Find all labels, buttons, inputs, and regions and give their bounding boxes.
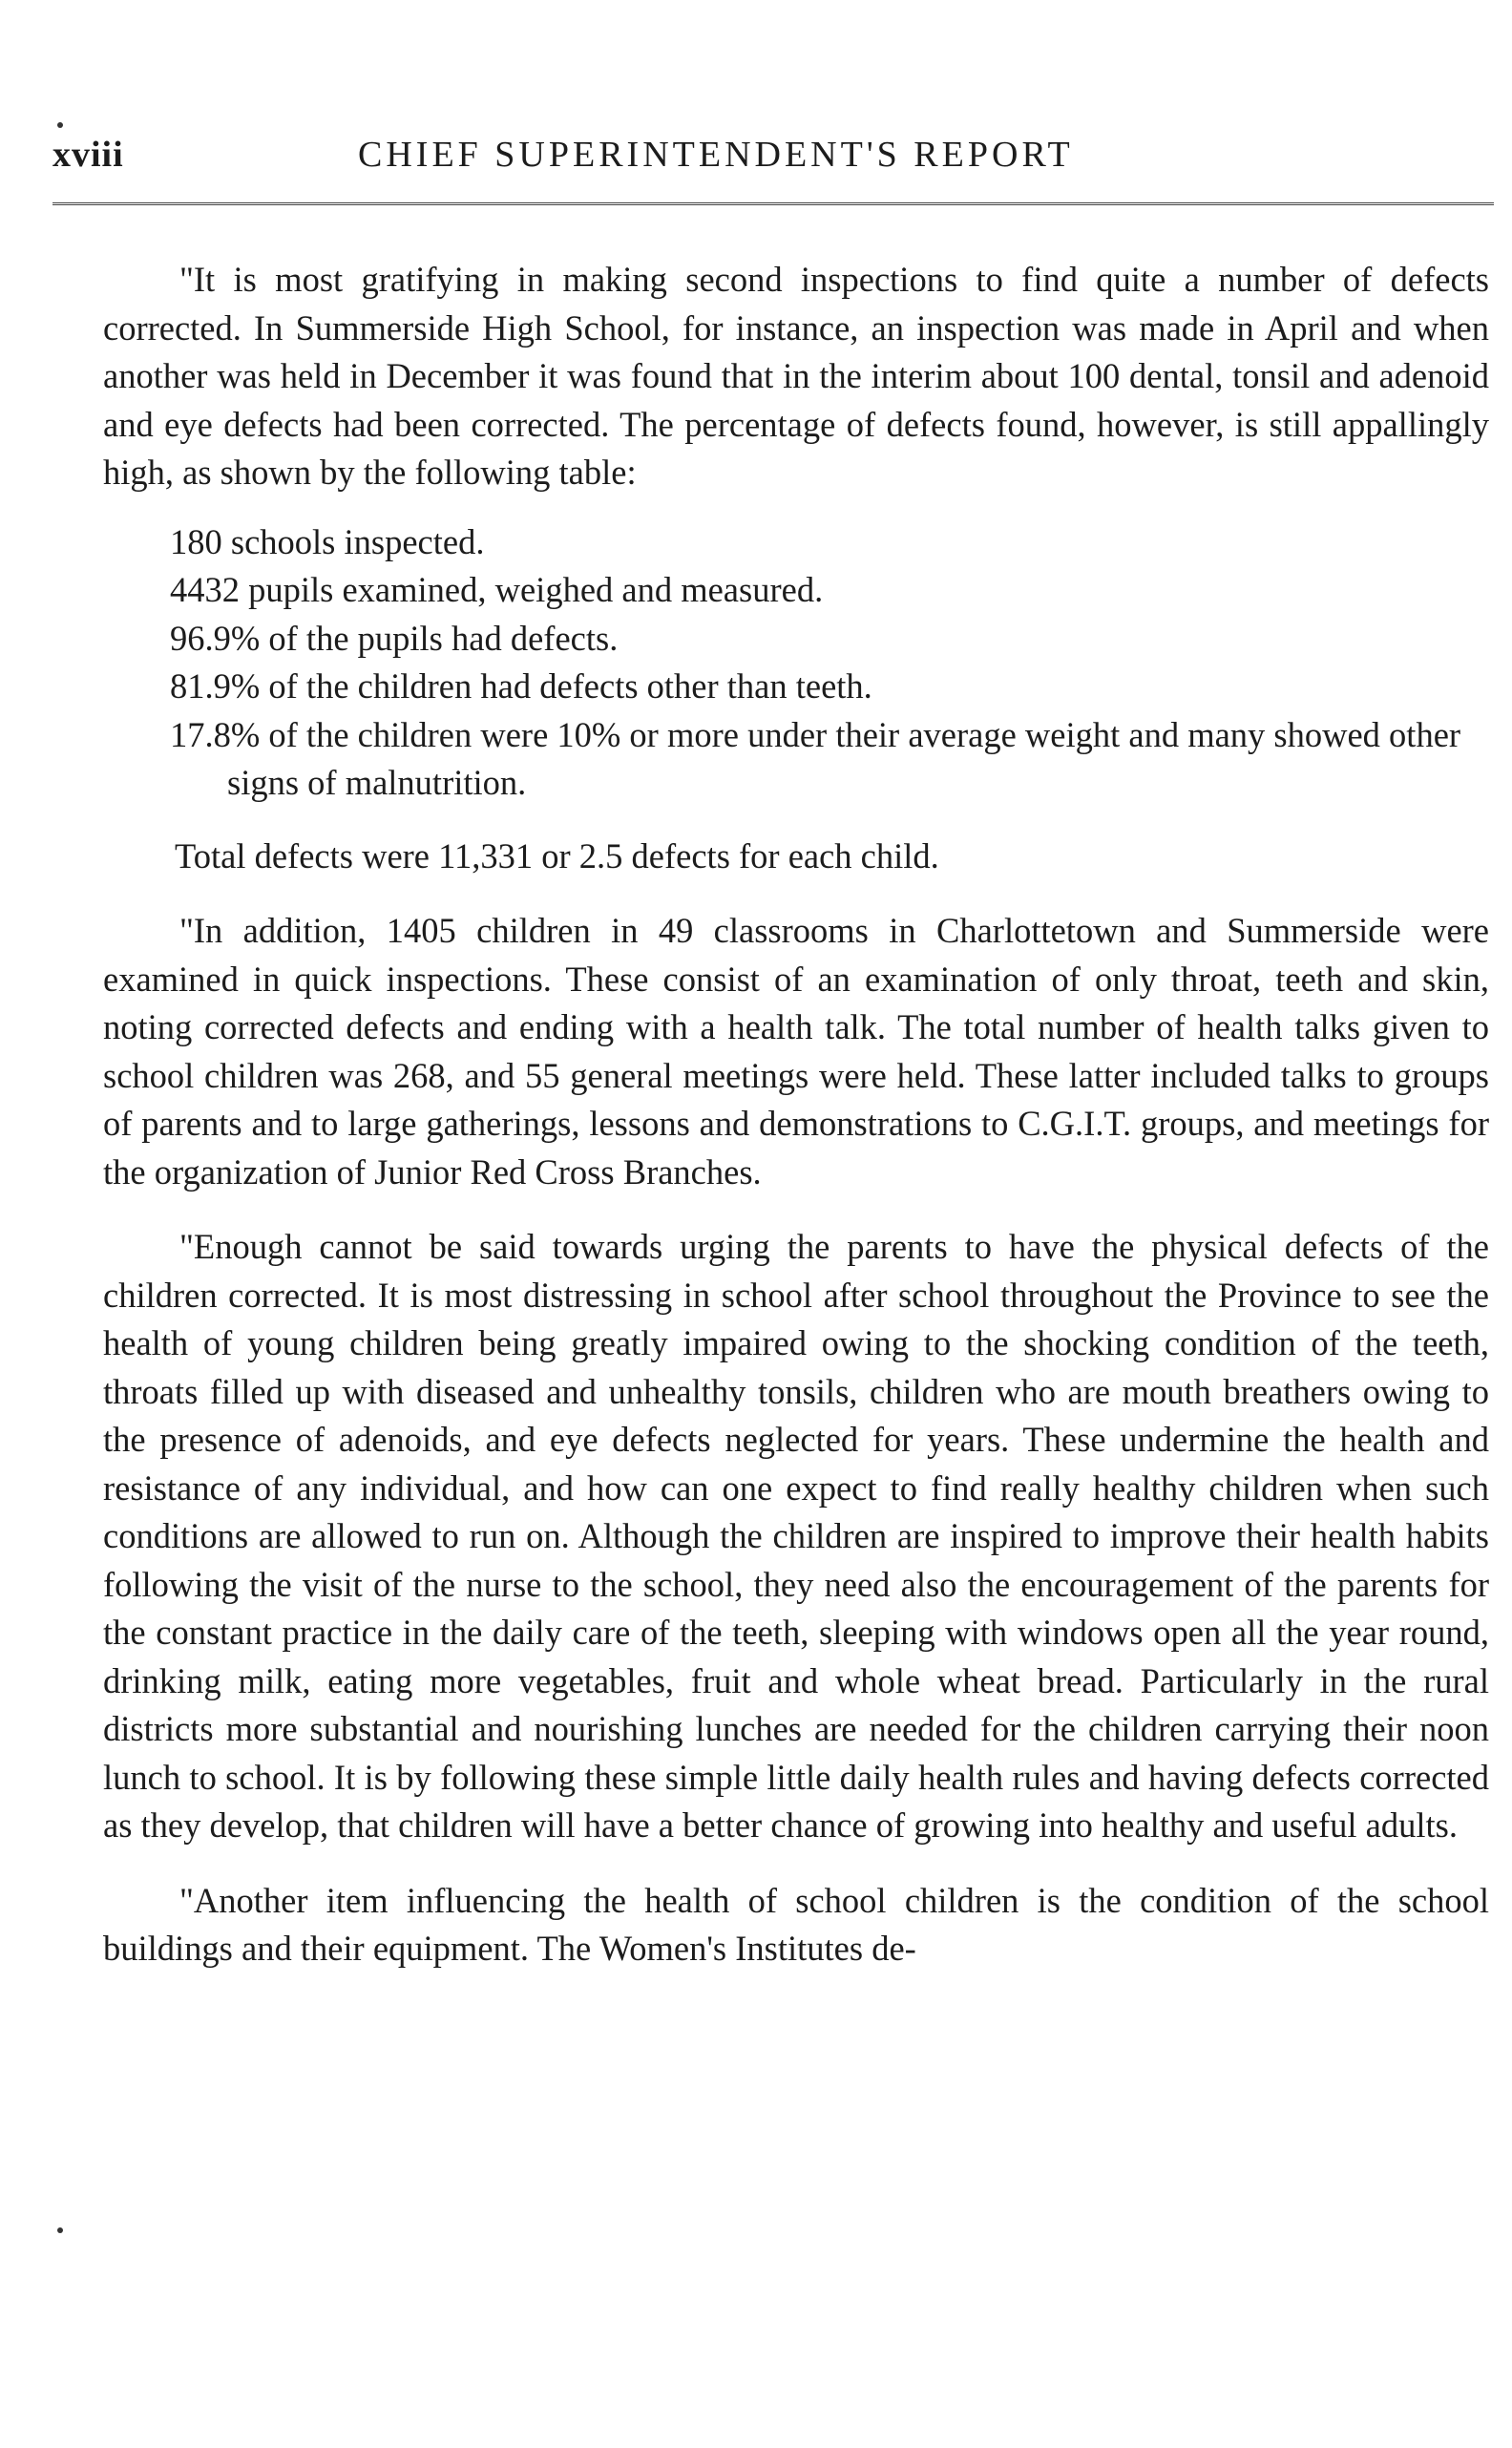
- page-number: xviii: [52, 135, 124, 175]
- paragraph-intro: "It is most gratifying in making second inspections to find quite a number of defects corrected. In Summerside High School, for instance, an inspection was made in April and when another was held in December it was found that in the interim about 100 dental, tonsil and adenoid and eye defects had been corrected. The percentage of defects found, however, is still appallingly high, as shown by the following table:: [103, 260, 1489, 492]
- paragraph-school-buildings: "Another item influencing the health of school children is the condition of the school buildings and their equipment. The Women's Institutes de-: [103, 1880, 1489, 1968]
- total-defects-line: Total defects were 11,331 or 2.5 defects for each child.: [175, 835, 939, 876]
- list-item: 4432 pupils examined, weighed and measured.: [170, 570, 824, 609]
- list-item: 180 schools inspected.: [170, 521, 485, 561]
- statistics-list: [103, 518, 1489, 808]
- list-item: 81.9% of the children had defects other than teeth.: [170, 666, 872, 706]
- body-text: [103, 256, 1489, 1973]
- list-item: 17.8% of the children were 10% or more under their average weight and many showed other signs of malnutrition.: [170, 714, 1461, 802]
- paragraph-quick-inspections: "In addition, 1405 children in 49 classrooms in Charlottetown and Summerside were examined in quick inspections. These consist of an examination of only throat, teeth and skin, noting corrected defects and ending with a health talk. The total number of health talks given to school children was 268, and 55 general meetings were held. These latter included talks to groups of parents and to large gatherings, lessons and demonstrations to C.G.I.T. groups, and meetings for the organization of Junior Red Cross Branches.: [103, 911, 1489, 1192]
- paragraph-physical-defects: "Enough cannot be said towards urging the parents to have the physical defects of the children corrected. It is most distressing in school after school throughout the Province to see the health of young children being greatly impaired owing to the shocking condition of the teeth, throats filled up with diseased and unhealthy tonsils, children who are mouth breathers owing to the presence of adenoids, and eye defects neglected for years. These undermine the health and resistance of any individual, and how can one expect to find really healthy children when such conditions are allowed to run on. Although the children are inspired to improve their health habits following the visit of the nurse to the school, they need also the encouragement of the parents for the constant practice in the daily care of the teeth, sleeping with windows open all the year round, drinking milk, eating more vegetables, fruit and whole wheat bread. Particularly in the rural districts more substantial and nourishing lunches are needed for the children carrying their noon lunch to school. It is by following these simple little daily health rules and having defects corrected as they develop, that children will have a better chance of growing into healthy and useful adults.: [103, 1227, 1489, 1845]
- list-item: 96.9% of the pupils had defects.: [170, 618, 619, 658]
- speck-mark: [57, 2227, 63, 2233]
- header-rule: [52, 202, 1494, 205]
- speck-mark: [57, 122, 63, 128]
- page-header: [52, 134, 1494, 191]
- running-title: CHIEF SUPERINTENDENT'S REPORT: [358, 135, 1074, 175]
